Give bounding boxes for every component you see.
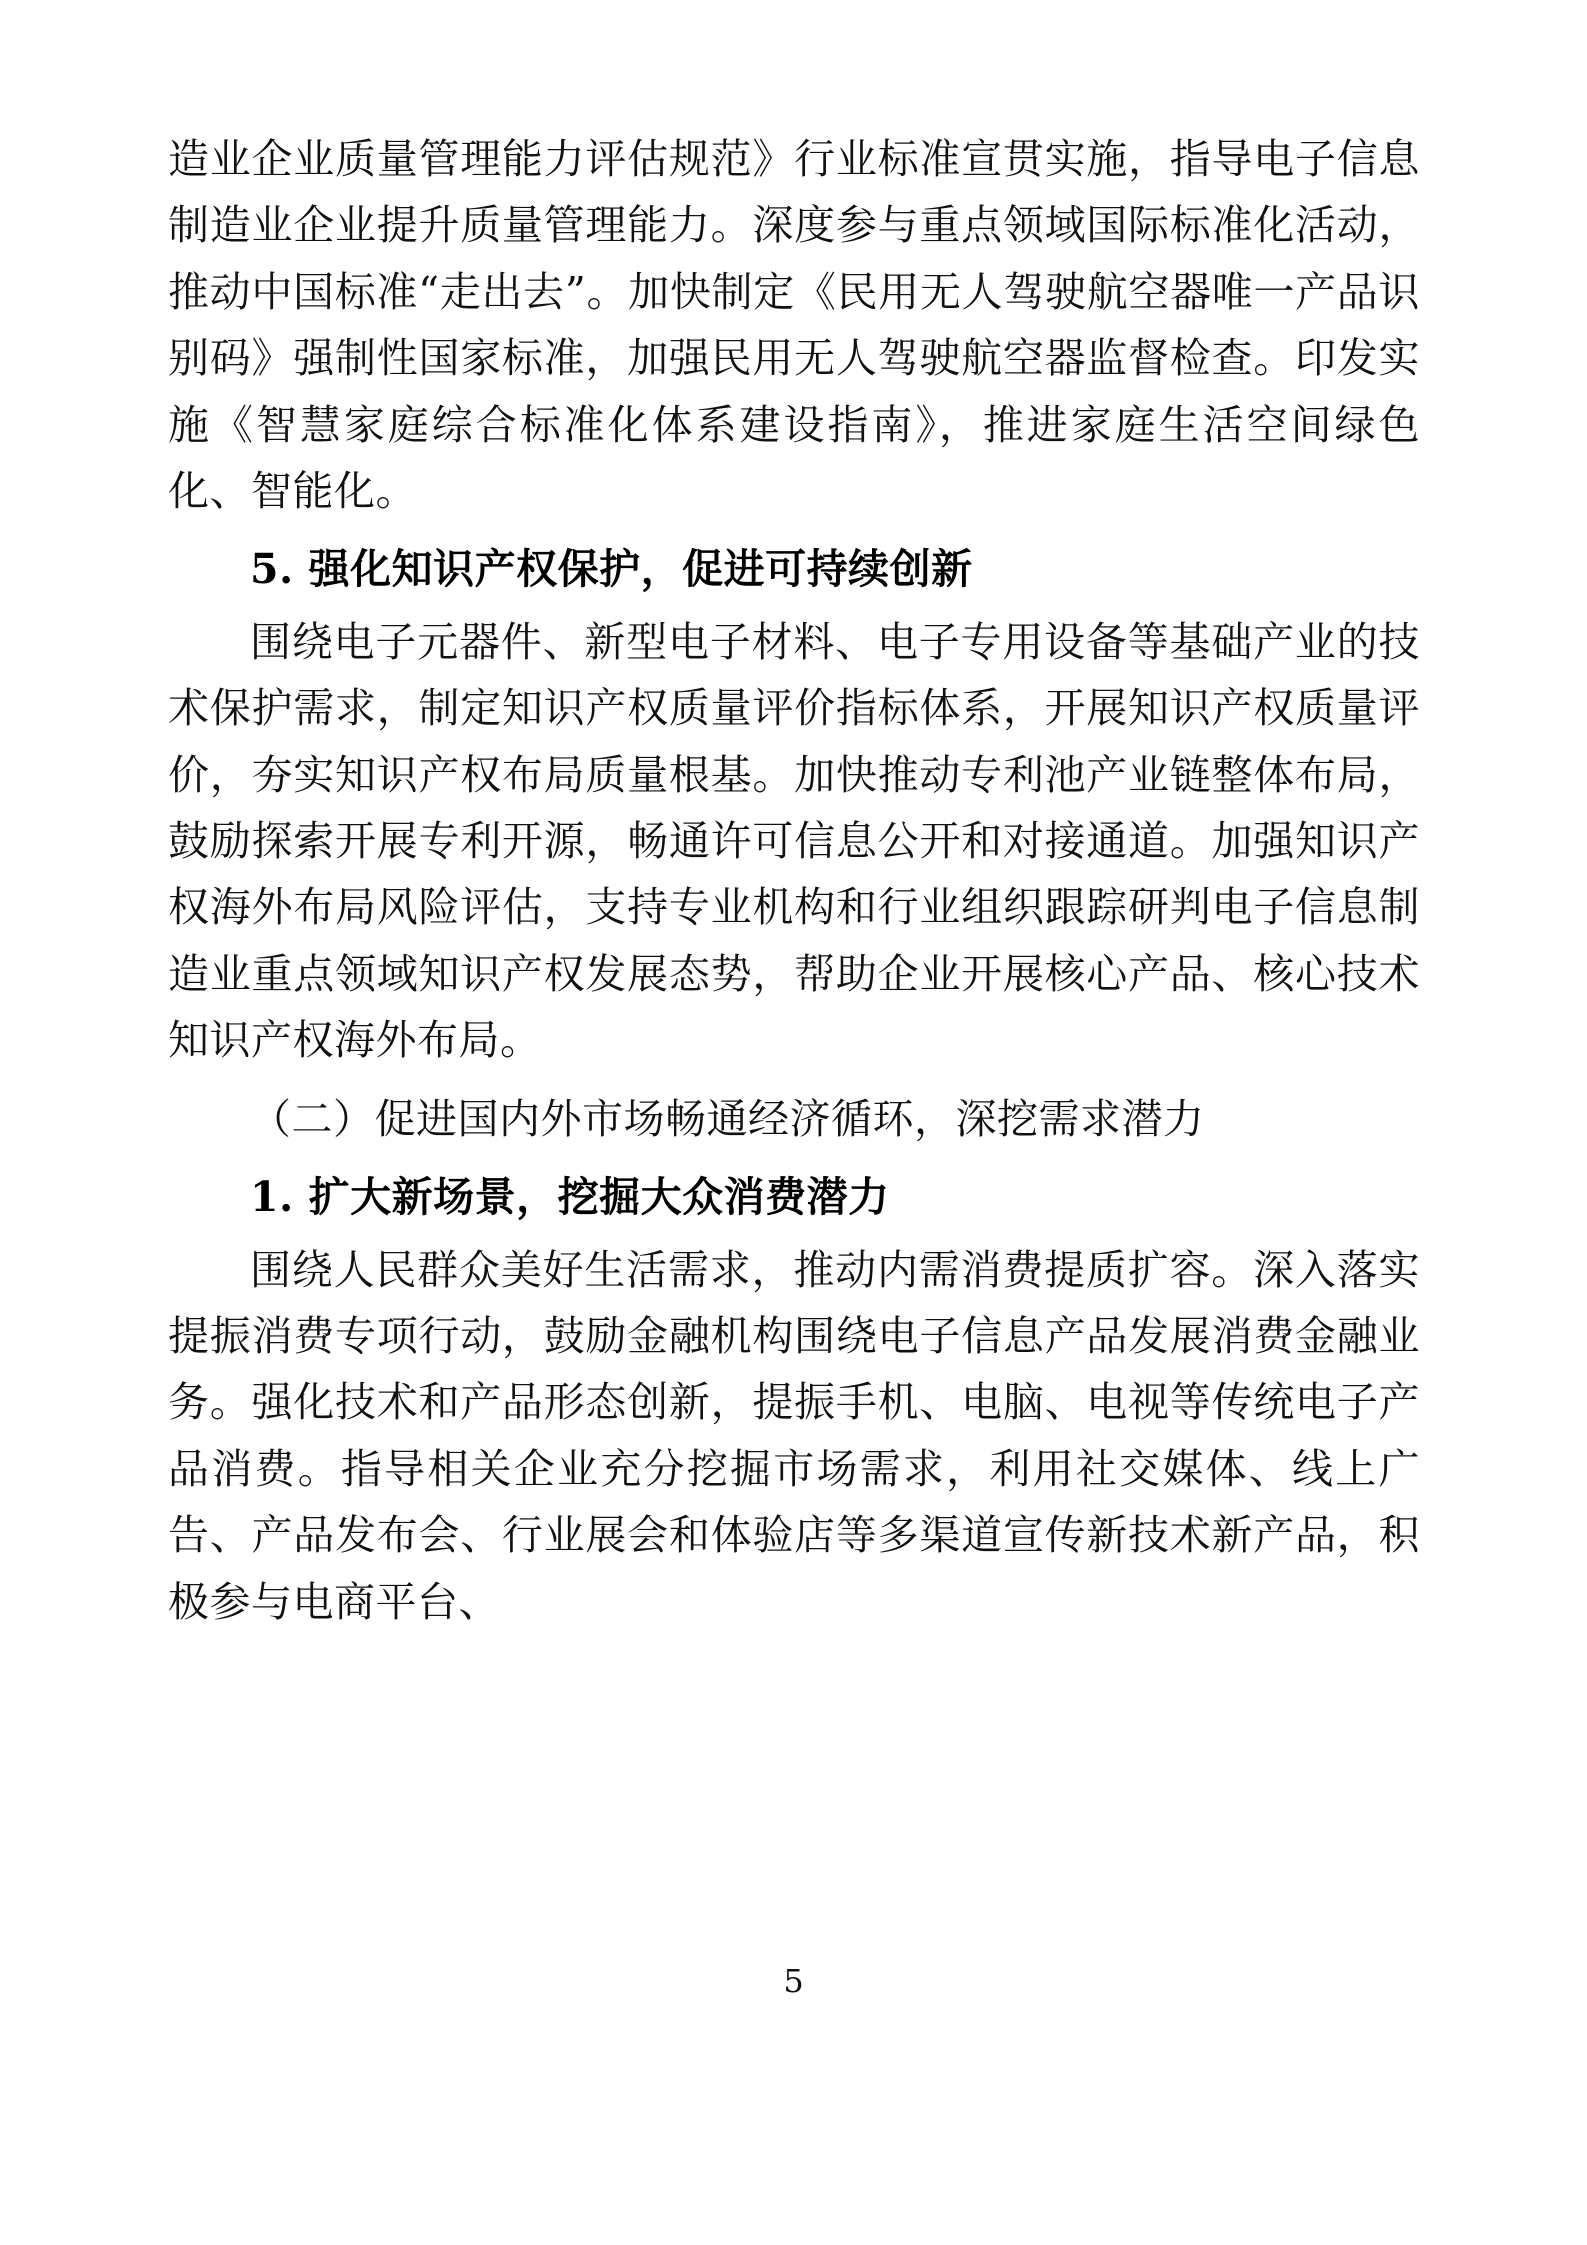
paragraph-continuation: 造业企业质量管理能力评估规范》行业标准宣贯实施，指导电子信息制造业企业提升质量管理能力。深度参与重点领域国际标准化活动，推动中国标准“走出去”。加快制定《民用无人驾驶航空器唯一产品识别码》强制性国家标准，加强民用无人驾驶航空器监督检查。印发实施《智慧家庭综合标准化体系建设指南》，推进家庭生活空间绿色化、智能化。 (168, 135, 1420, 516)
heading-1-new-scenarios: 1. 扩大新场景，挖掘大众消费潜力 (250, 1173, 890, 1222)
heading-5-ip-protection: 5. 强化知识产权保护，促进可持续创新 (250, 545, 973, 594)
paragraph-ip-protection: 围绕电子元器件、新型电子材料、电子专用设备等基础产业的技术保护需求，制定知识产权质量评价指标体系，开展知识产权质量评价，夯实知识产权布局质量根基。加快推动专利池产业链整体布局，鼓励探索开展专利开源，畅通许可信息公开和对接通道。加强知识产权海外布局风险评估，支持专业机构和行业组织跟踪研判电子信息制造业重点领域知识产权发展态势，帮助企业开展核心产品、核心技术知识产权海外布局。 (168, 617, 1420, 1065)
paragraph-new-scenarios: 围绕人民群众美好生活需求，推动内需消费提质扩容。深入落实提振消费专项行动，鼓励金融机构围绕电子信息产品发展消费金融业务。强化技术和产品形态创新，提振手机、电脑、电视等传统电子产品消费。指导相关企业充分挖掘市场需求，利用社交媒体、线上广告、产品发布会、行业展会和体验店等多渠道宣传新技术新产品，积极参与电商平台、 (168, 1245, 1420, 1626)
page-content (168, 126, 1420, 1637)
subheading-section-two: （二）促进国内外市场畅通经济循环，深挖需求潜力 (250, 1094, 1205, 1143)
page-number: 5 (783, 1962, 804, 2000)
